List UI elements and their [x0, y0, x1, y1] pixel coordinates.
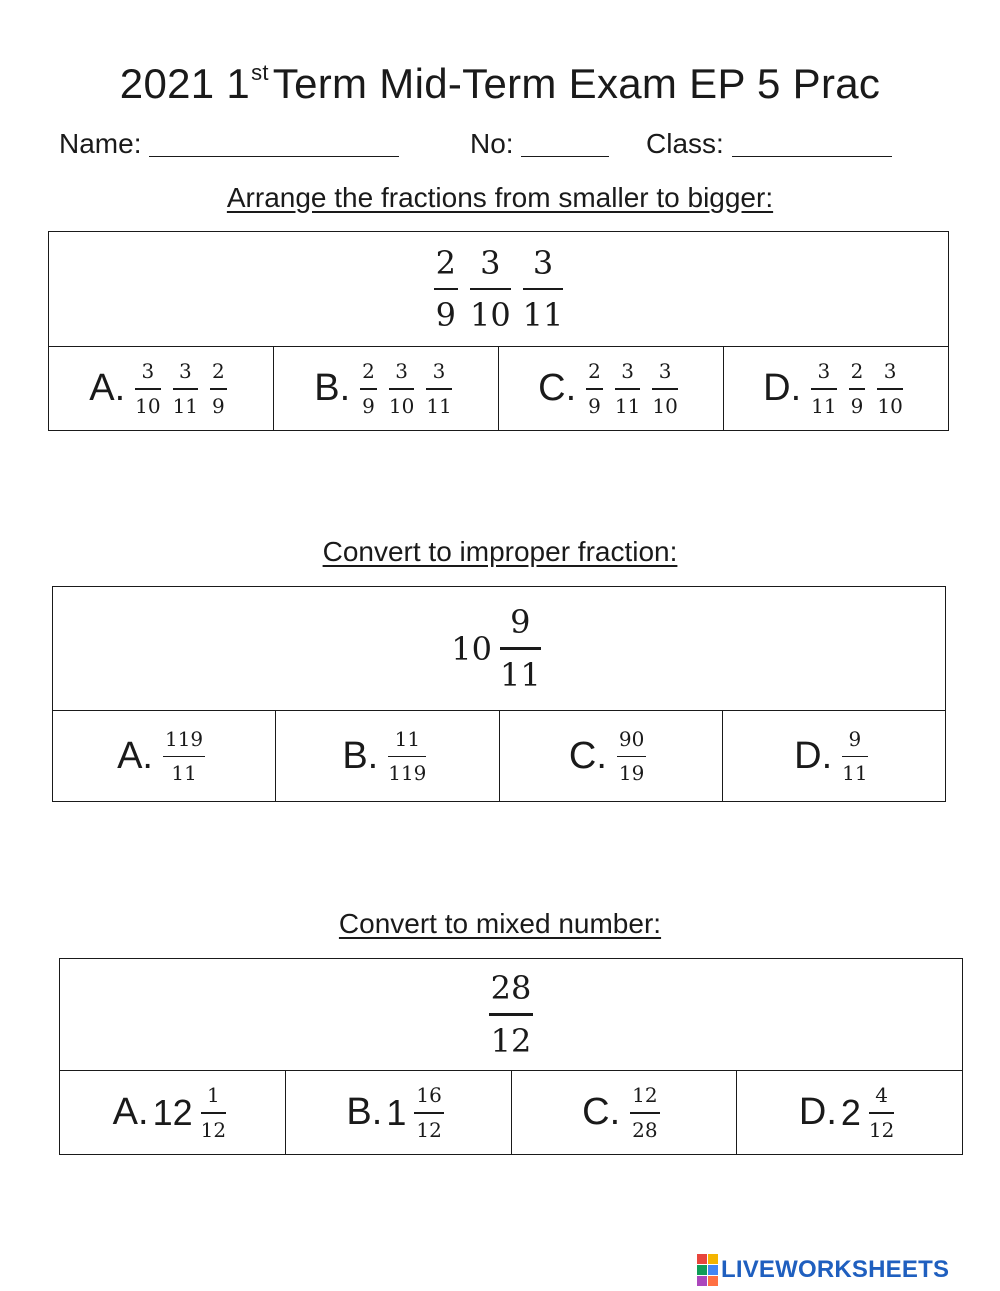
option-fraction: $\frac{2}{9}$ [212, 359, 225, 418]
q3-instruction: Convert to mixed number: [338, 908, 662, 939]
q2-options [53, 711, 945, 801]
logo-block [697, 1276, 707, 1286]
q1-fraction: $\frac{2}{9}$ [435, 243, 456, 335]
option-fraction: $\frac{3}{10}$ [877, 359, 903, 418]
title-suffix: Term Mid-Term Exam EP 5 Prac [272, 60, 881, 107]
option-fraction: $\frac{16}{12}$ [416, 1083, 442, 1142]
q1-question [49, 232, 948, 347]
option-whole-number: 2 [840, 1091, 861, 1133]
option-fraction: $\frac{9}{11}$ [842, 726, 868, 786]
class-field[interactable] [646, 128, 892, 160]
option-fraction: $\frac{3}{11}$ [426, 359, 452, 418]
q1-option-a[interactable]: A. $\frac{3}{10}$ $\frac{3}{11}$ $\frac{2}{9}$ [49, 347, 274, 430]
class-blank[interactable] [732, 130, 892, 157]
q1-fraction: $\frac{3}{10}$ [469, 243, 511, 335]
q1-option-d[interactable]: D. $\frac{3}{11}$ $\frac{2}{9}$ $\frac{3}{10}$ [763, 359, 903, 418]
q3-option-c[interactable]: C. $\frac{12}{28}$ [512, 1071, 738, 1154]
q3-table [59, 958, 963, 1155]
q2-instruction: Convert to improper fraction: [322, 536, 678, 567]
option-fraction: $\frac{11}{119}$ [388, 726, 427, 786]
option-fraction: $\frac{119}{11}$ [164, 726, 204, 786]
q3-option-a[interactable]: A. 12 $\frac{1}{12}$ [60, 1071, 286, 1154]
option-fraction: $\frac{3}{11}$ [811, 359, 837, 418]
q2-option-c[interactable]: C. $\frac{90}{19}$ [500, 711, 723, 801]
q2-whole-number: 10 [451, 629, 492, 668]
option-fraction: $\frac{3}{10}$ [135, 359, 161, 418]
number-blank[interactable] [521, 130, 609, 157]
option-fraction: $\frac{2}{9}$ [588, 359, 601, 418]
q3-option-d[interactable]: D. 2 $\frac{4}{12}$ [798, 1083, 895, 1142]
q1-table [48, 231, 949, 431]
q3-fraction: $\frac{28}{12}$ [490, 969, 532, 1060]
title-prefix: 2021 1 [119, 60, 251, 107]
name-label: Name: [59, 128, 142, 159]
q2-option-b[interactable]: B. $\frac{11}{119}$ [276, 711, 499, 801]
q1-options [49, 347, 948, 430]
q2-question [53, 587, 945, 711]
q2-option-d[interactable]: D. $\frac{9}{11}$ [794, 726, 868, 786]
q1-instruction: Arrange the fractions from smaller to bigger: [226, 182, 774, 213]
option-fraction: $\frac{2}{9}$ [850, 359, 864, 418]
q1-option-c[interactable]: C. $\frac{2}{9}$ $\frac{3}{11}$ $\frac{3}{10}$ [499, 347, 724, 430]
name-field[interactable] [59, 128, 399, 160]
q2-table [52, 586, 946, 802]
liveworksheets-logo[interactable] [697, 1254, 949, 1286]
logo-block [697, 1254, 707, 1264]
class-label: Class: [646, 128, 724, 159]
logo-block [697, 1265, 707, 1275]
name-blank[interactable] [149, 130, 399, 157]
number-label: No: [470, 128, 514, 159]
option-whole-number: 1 [386, 1091, 407, 1133]
option-fraction: $\frac{2}{9}$ [362, 359, 375, 418]
q2-option-a[interactable]: A. $\frac{119}{11}$ [53, 711, 276, 801]
logo-block [708, 1265, 718, 1275]
q3-option-b[interactable]: B. 1 $\frac{16}{12}$ [286, 1071, 512, 1154]
q3-question [60, 959, 962, 1071]
blocks-icon [697, 1254, 718, 1286]
option-fraction: $\frac{3}{10}$ [388, 359, 415, 418]
option-fraction: $\frac{3}{11}$ [172, 359, 199, 418]
option-fraction: $\frac{3}{11}$ [614, 359, 641, 418]
option-whole-number: 12 [152, 1091, 193, 1133]
q1-option-b[interactable]: B. $\frac{2}{9}$ $\frac{3}{10}$ $\frac{3}{11}$ [274, 347, 499, 430]
page-title [0, 60, 1000, 108]
option-fraction: $\frac{3}{10}$ [652, 359, 678, 418]
q1-fraction: $\frac{3}{11}$ [522, 243, 564, 335]
option-fraction: $\frac{12}{28}$ [632, 1083, 658, 1142]
number-field[interactable] [470, 128, 609, 160]
logo-block [708, 1276, 718, 1286]
q2-fraction: $\frac{9}{11}$ [500, 603, 541, 694]
logo-block [708, 1254, 718, 1264]
option-fraction: $\frac{4}{12}$ [868, 1083, 895, 1142]
option-fraction: $\frac{90}{19}$ [618, 726, 645, 786]
logo-text: LIVEWORKSHEETS [721, 1256, 950, 1283]
option-fraction: $\frac{1}{12}$ [200, 1083, 227, 1142]
q3-options [60, 1071, 962, 1154]
title-superscript: st [251, 60, 269, 85]
